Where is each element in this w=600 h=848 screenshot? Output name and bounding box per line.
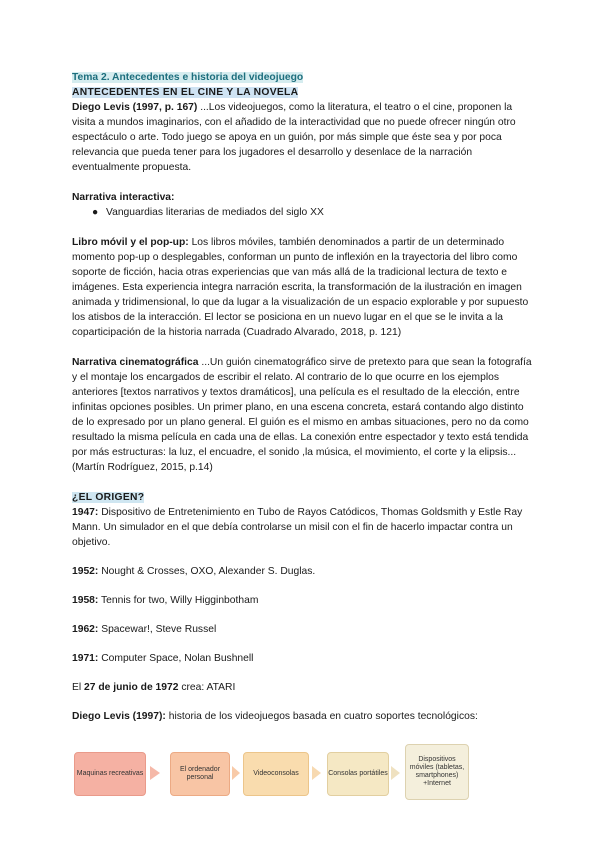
narrativa-interactiva-list — [72, 205, 534, 220]
origen-heading: ¿EL ORIGEN? — [72, 492, 145, 503]
arrow-right-icon — [232, 766, 240, 780]
soportes-diagram — [72, 744, 534, 802]
levis-quote-paragraph — [72, 100, 534, 175]
timeline-item-1947: 1947: Dispositivo de Entretenimiento en Tubo de Rayos Catódicos, Thomas Goldsmith y Estle Ray Mann. Un simulador en el que debía controlarse un misil con el fin de hacerlo impactar contra un objetivo. — [72, 507, 523, 548]
narrativa-interactiva-heading: Narrativa interactiva: — [72, 192, 175, 203]
levis-quote-text: ...Los videojuegos, como la literatura, el teatro o el cine, proponen la visita a mundos imaginarios, con el añadido de la interactividad que no puede ofrecer ningún otro espectáculo o arte. Todo juego se apoya en un guión, por más simple que éste sea y por poca relevancia que pueda tener para los jugadores el desarrollo y desenlace de la narración eventualmente propuesta. — [72, 102, 516, 173]
section-subtitle: ANTECEDENTES EN EL CINE Y LA NOVELA — [72, 87, 299, 98]
timeline-item-1952: 1952: Nought & Crosses, OXO, Alexander S. Duglas. — [72, 566, 316, 577]
timeline-item-1962: 1962: Spacewar!, Steve Russel — [72, 624, 217, 635]
arrow-right-icon — [150, 766, 160, 780]
arrow-right-icon — [391, 766, 400, 780]
diagram-box-portatiles: Consolas portátiles — [327, 752, 389, 796]
libro-movil-paragraph — [72, 235, 534, 340]
diagram-box-moviles: Dispositivos móviles (tabletas, smartphones) +Internet — [405, 744, 469, 800]
atari-line: El 27 de junio de 1972 crea: ATARI — [72, 682, 236, 693]
bullet-icon: ● — [92, 207, 99, 218]
diagram-box-ordenador: El ordenador personal — [170, 752, 230, 796]
libro-movil-text: Los libros móviles, también denominados a partir de un determinado momento pop-up o desplegables, conforman un punto de inflexión en la trayectoria del libro como soporte de ficción, hacia otras experiencias que van más allá de la tradicional lectura de texto e imágenes. Esta experiencia integra narración escrita, la transformación de la ilustración en imagen animada y tridimensional, lo que da lugar a la visualización de un espacio explorable y por supuesto los atisbos de la interacción. El lector se posiciona en un nuevo lugar en el que se le invita a la coparticipación de la historia narrada (Cuadrado Alvarado, 2018, p. 121) — [72, 237, 529, 338]
document-content — [72, 70, 534, 724]
libro-movil-heading: Libro móvil y el pop-up: — [72, 237, 189, 248]
levis-quote-author: Diego Levis (1997, p. 167) — [72, 102, 198, 113]
narrativa-cine-heading: Narrativa cinematográfica — [72, 357, 199, 368]
narrativa-cine-text: ...Un guión cinematográfico sirve de pretexto para que sean la fotografía y el montaje los encargados de escribir el relato. Al contrario de lo que ocurre en los ejemplos anteriores [textos narrativos y textos dramáticos], una película es el resultado de la elección, entre infinitas opciones posibles. Un primer plano, en una escena concreta, estará contando algo distinto de lo expresado por un plano general. El guión es el mismo en ambas situaciones, pero no da como resultado la misma película en cada una de ellas. La conexión entre espectador y texto está tendida por más estructuras: la luz, el encuadre, el sonido ,la música, el movimiento, el corte y la elipsis...(Martín Rodríguez, 2015, p.14) — [72, 357, 532, 473]
list-item: ● Vanguardias literarias de mediados del siglo XX — [92, 207, 324, 218]
diagram-box-recreativas: Maquinas recreativas — [74, 752, 146, 796]
timeline-item-1971: 1971: Computer Space, Nolan Bushnell — [72, 653, 254, 664]
timeline-item-1958: 1958: Tennis for two, Willy Higginbotham — [72, 595, 259, 606]
diagram-box-videoconsolas: Videoconsolas — [243, 752, 309, 796]
levis-soportes-line: Diego Levis (1997): historia de los videojuegos basada en cuatro soportes tecnológicos: — [72, 711, 478, 722]
arrow-right-icon — [312, 766, 321, 780]
narrativa-cine-paragraph — [72, 355, 534, 475]
page-title: Tema 2. Antecedentes e historia del videojuego — [72, 72, 304, 83]
